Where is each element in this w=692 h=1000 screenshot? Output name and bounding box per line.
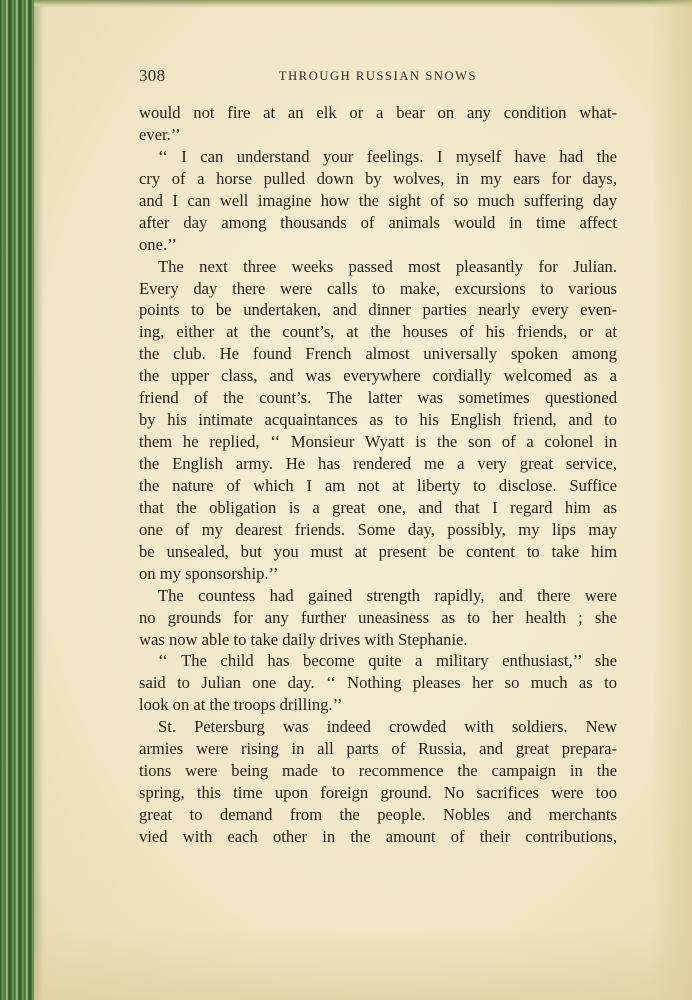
text-line: friend of the count’s. The latter was sometimes questioned (139, 388, 617, 408)
text-line: the club. He found French almost universally spoken among (139, 344, 617, 364)
text-line: one of my dearest friends. Some day, possibly, my lips may (139, 519, 617, 539)
text-line: no grounds for any further uneasiness as to her health ; she (139, 607, 617, 627)
text-line: points to be undertaken, and dinner parties nearly every even- (139, 300, 617, 320)
text-line: ‘‘ I can understand your feelings. I myself have had the (158, 146, 617, 166)
text-line: them he replied, ‘‘ Monsieur Wyatt is the son of a colonel in (139, 432, 617, 452)
text-line: the upper class, and was everywhere cordially welcomed as a (139, 366, 617, 386)
text-line: was now able to take daily drives with Stephanie. (139, 629, 468, 649)
text-line: The countess had gained strength rapidly, and there were (158, 585, 617, 605)
text-line: ever.’’ (139, 124, 181, 144)
gutter-shadow (34, 0, 44, 1000)
text-line: tions were being made to recommence the campaign in the (139, 761, 617, 781)
page-number: 308 (139, 66, 166, 85)
right-page-edge (652, 0, 692, 1000)
text-line: Every day there were calls to make, excursions to various (139, 278, 617, 298)
text-line: armies were rising in all parts of Russia, and great prepara- (139, 739, 617, 759)
text-line: vied with each other in the amount of their contributions, (139, 826, 617, 846)
text-line: cry of a horse pulled down by wolves, in my ears for days, (139, 168, 617, 188)
page-header (139, 66, 617, 90)
text-line: The next three weeks passed most pleasantly for Julian. (158, 256, 617, 276)
text-line: St. Petersburg was indeed crowded with soldiers. New (158, 717, 617, 737)
body-text (139, 102, 617, 848)
text-line: be unsealed, but you must at present be content to take him (139, 541, 617, 561)
text-line: would not fire at an elk or a bear on any condition what- (139, 103, 617, 122)
text-line: on my sponsorship.’’ (139, 563, 279, 583)
bottom-page-edge (34, 930, 692, 1000)
text-line: great to demand from the people. Nobles and merchants (139, 805, 617, 824)
text-line: ing, either at the count’s, at the houses of his friends, or at (139, 322, 617, 342)
top-page-edge (34, 0, 692, 8)
text-line: the nature of which I am not at liberty to disclose. Suffice (139, 475, 617, 495)
text-line: that the obligation is a great one, and that I regard him as (139, 497, 617, 517)
text-line: and I can well imagine how the sight of so much suffering day (139, 190, 617, 210)
text-line: look on at the troops drilling.’’ (139, 695, 343, 715)
text-line: after day among thousands of animals would in time affect (139, 212, 617, 232)
text-line: one.’’ (139, 234, 177, 254)
running-head: THROUGH RUSSIAN SNOWS (278, 69, 478, 83)
text-line: spring, this time upon foreign ground. No sacrifices were too (139, 783, 617, 803)
book-spine-binding (0, 0, 34, 1000)
text-line: the English army. He has rendered me a very great service, (139, 454, 617, 473)
text-line: by his intimate acquaintances as to his English friend, and to (139, 410, 617, 430)
text-line: ‘‘ The child has become quite a military enthusiast,’’ she (158, 651, 617, 671)
text-line: said to Julian one day. ‘‘ Nothing pleases her so much as to (139, 673, 617, 693)
